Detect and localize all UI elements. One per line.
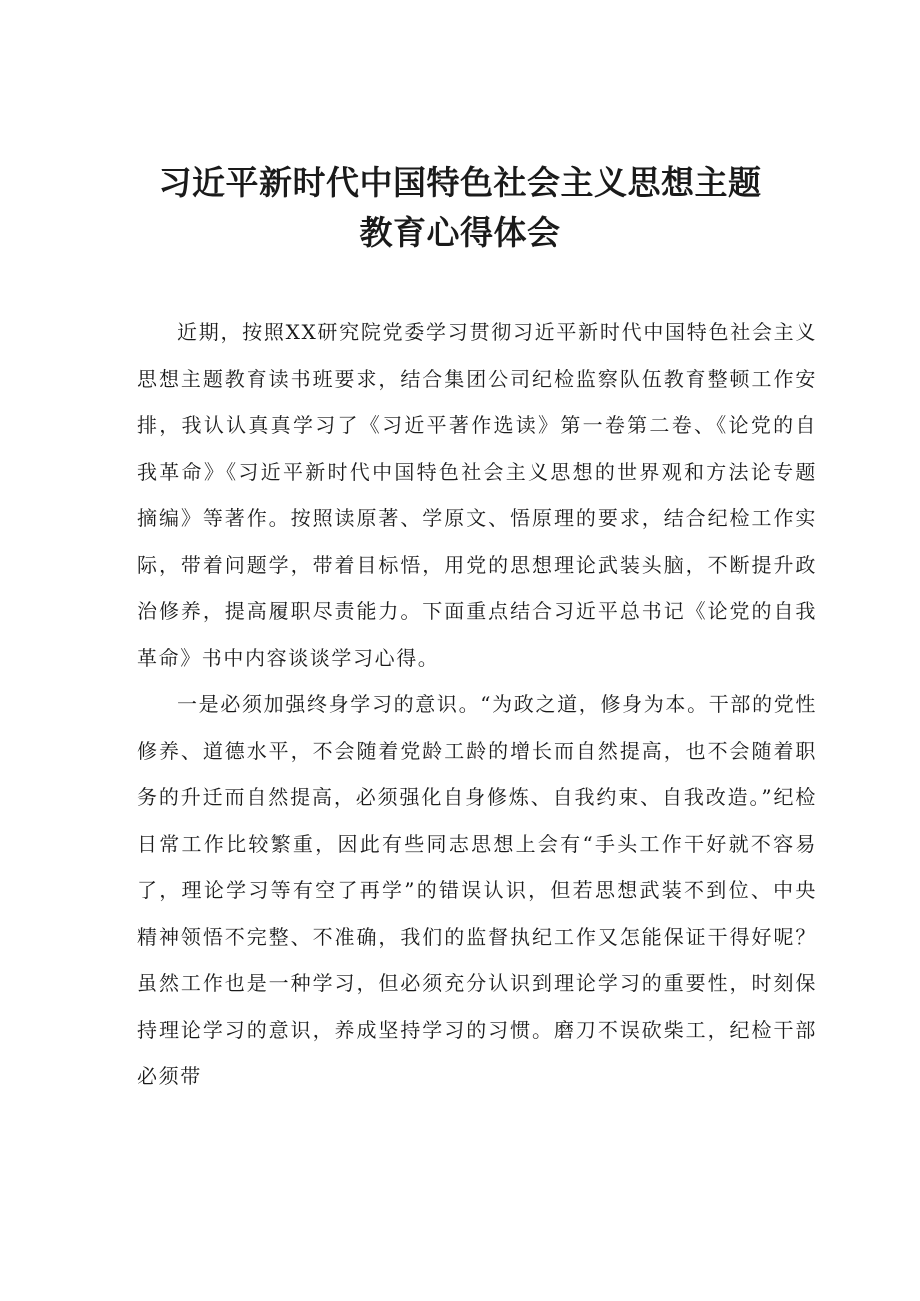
paragraph-point-one: 一是必须加强终身学习的意识。“为政之道，修身为本。干部的党性修养、道德水平，不会随着党龄工龄的增长而自然提高，也不会随着职务的升迁而自然提高，必须强化自身修炼、自我约束、自我改造。”纪检日常工作比较繁重，因此有些同志思想上会有“手头工作干好就不容易了，理论学习等有空了再学”的错误认识，但若思想武装不到位、中央精神领悟不完整、不准确，我们的监督执纪工作又怎能保证干得好呢？虽然工作也是一种学习，但必须充分认识到理论学习的重要性，时刻保持理论学习的意识，养成坚持学习的习惯。磨刀不误砍柴工，纪检干部必须带 bbox=[137, 692, 817, 1088]
paragraph-intro: 近期，按照XX研究院党委学习贯彻习近平新时代中国特色社会主义思想主题教育读书班要求，结合集团公司纪检监察队伍教育整顿工作安排，我认认真真学习了《习近平著作选读》第一卷第二卷、《论党的自我革命》《习近平新时代中国特色社会主义思想的世界观和方法论专题摘编》等著作。按照读原著、学原文、悟原理的要求，结合纪检工作实际，带着问题学，带着目标悟，用党的思想理论武装头脑，不断提升政治修养，提高履职尽责能力。下面重点结合习近平总书记《论党的自我革命》书中内容谈谈学习心得。 bbox=[137, 320, 817, 670]
document-body bbox=[137, 309, 817, 1100]
document-title-line-2: 教育心得体会 bbox=[359, 213, 561, 252]
document-title-line-1: 习近平新时代中国特色社会主义思想主题 bbox=[158, 163, 762, 202]
